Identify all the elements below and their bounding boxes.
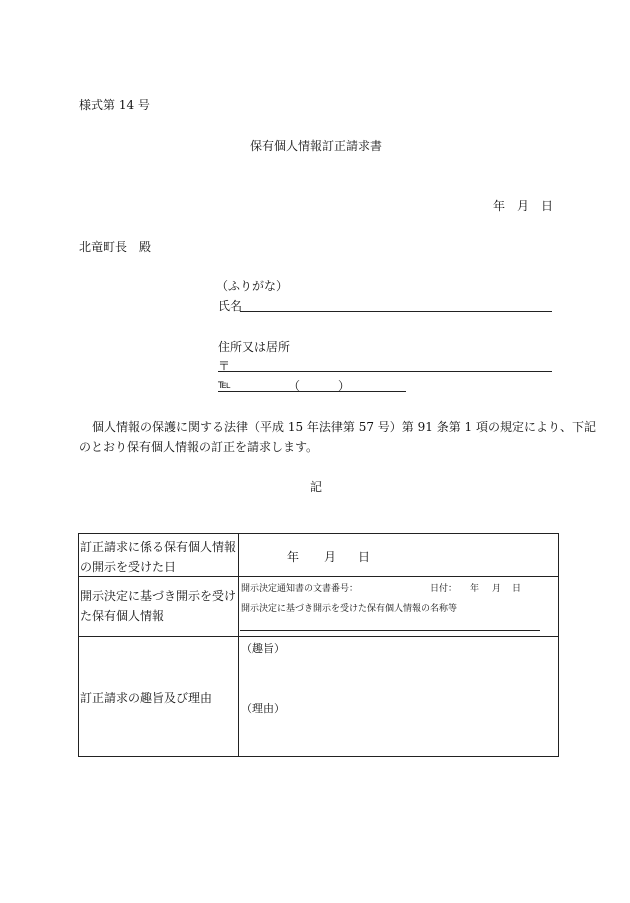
table-divider-2 (78, 636, 559, 637)
name-label: 氏名 (218, 299, 243, 313)
info-name-label: 開示決定に基づき開示を受けた保有個人情報の名称等 (241, 604, 458, 614)
tel-paren-open: （ (288, 379, 301, 393)
purpose-label: （趣旨） (241, 642, 285, 655)
info-name-field[interactable] (240, 630, 540, 631)
body-text-line1: 個人情報の保護に関する法律（平成 15 年法律第 57 号）第 91 条第 1 項の規定により、下記 (92, 420, 596, 434)
row2-month-label: 月 (492, 584, 502, 594)
row2-date-label: 日付： (430, 584, 458, 594)
row2-day-label: 日 (512, 584, 522, 594)
date-month-label: 月 (517, 199, 530, 213)
reason-label: （理由） (241, 702, 285, 715)
row2-year-label: 年 (470, 584, 480, 594)
row3-label: 訂正請求の趣旨及び理由 (80, 691, 213, 705)
row2-label-line1: 開示決定に基づき開示を受け (80, 589, 237, 603)
table-border-right (558, 533, 559, 756)
table-divider-1 (78, 576, 559, 577)
row1-year-label: 年 (287, 550, 300, 564)
form-number: 様式第 14 号 (79, 98, 150, 112)
table-border-top (78, 533, 559, 534)
row1-month-label: 月 (324, 550, 337, 564)
postal-mark: 〒 (218, 359, 231, 373)
table-border-bottom (78, 756, 559, 757)
table-column-divider (238, 533, 239, 756)
page-title: 保有個人情報訂正請求書 (250, 139, 383, 153)
tel-mark: ℡ (218, 377, 231, 391)
tel-field[interactable] (218, 391, 406, 392)
name-field[interactable] (240, 311, 552, 312)
row2-label-line2: た保有個人情報 (80, 609, 165, 623)
row1-label-line1: 訂正請求に係る保有個人情報 (80, 540, 237, 554)
furigana-label: （ふりがな） (216, 279, 289, 293)
doc-number-label: 開示決定通知書の文書番号： (241, 584, 359, 594)
address-label: 住所又は居所 (218, 340, 291, 354)
address-field[interactable] (218, 371, 552, 372)
row1-day-label: 日 (358, 550, 371, 564)
addressee: 北竜町長 殿 (79, 240, 152, 254)
ki-heading: 記 (310, 480, 323, 494)
body-text-line2: のとおり保有個人情報の訂正を請求します。 (79, 440, 319, 454)
tel-paren-close: ） (338, 379, 351, 393)
date-day-label: 日 (541, 199, 554, 213)
table-border-left (78, 533, 79, 756)
row1-label-line2: の開示を受けた日 (80, 560, 177, 574)
date-year-label: 年 (493, 199, 506, 213)
